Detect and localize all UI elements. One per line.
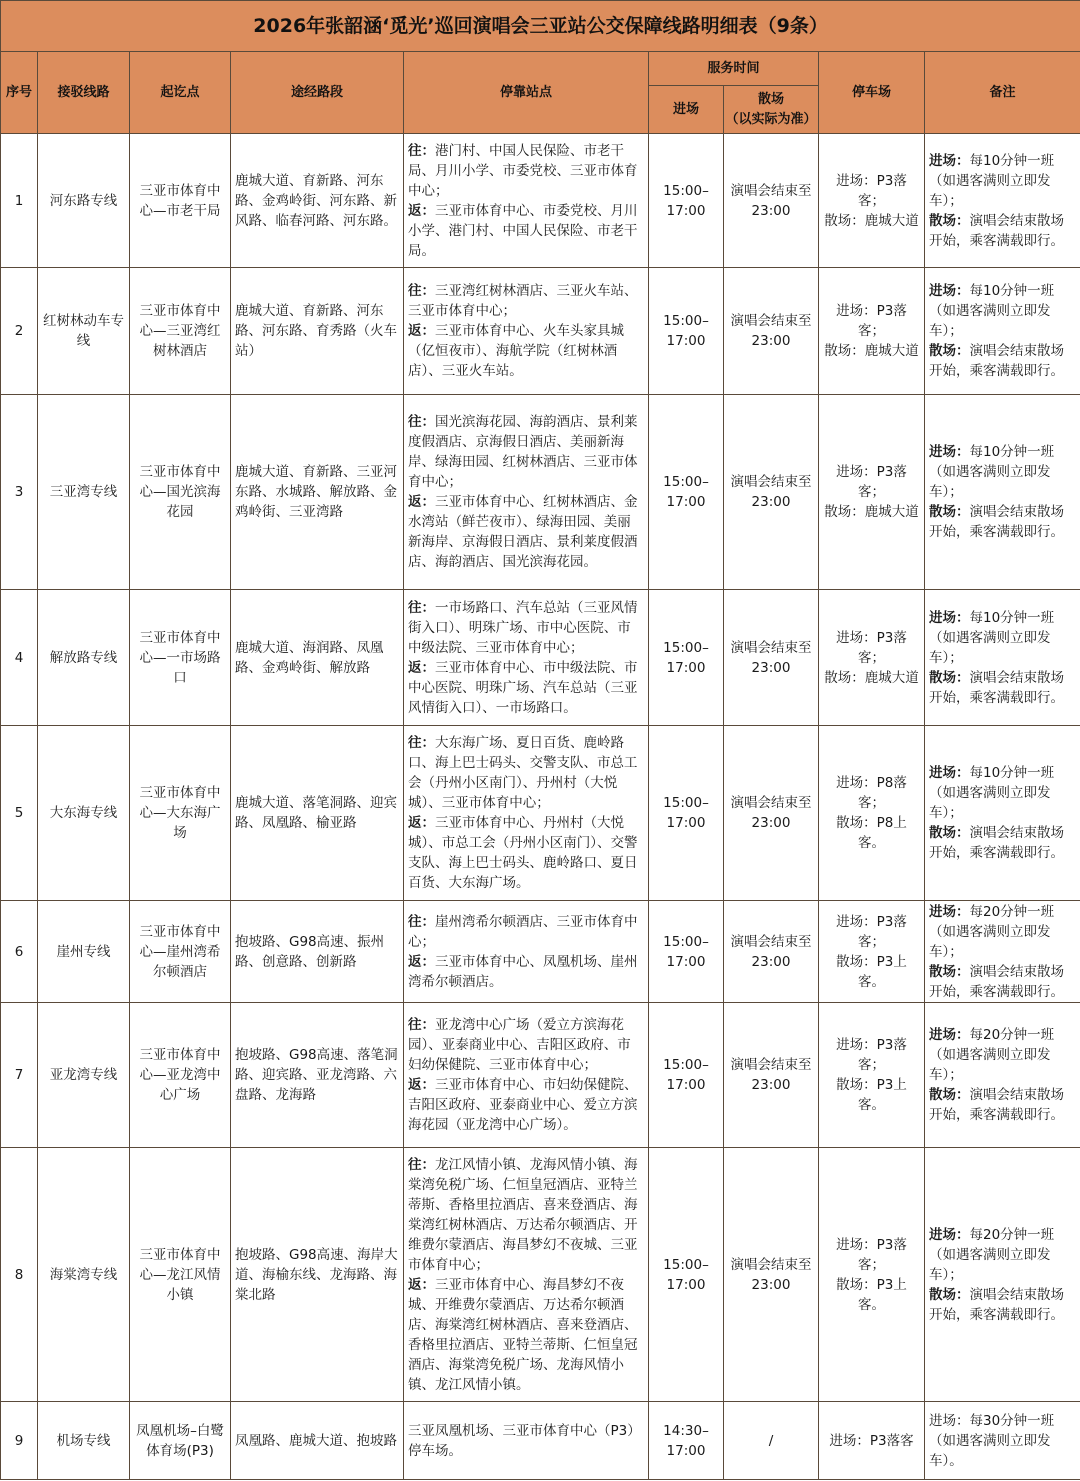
parking-in: 进场：P8落客； [836, 775, 907, 811]
remark-out-label: 散场： [929, 963, 970, 980]
remark-out-label: 散场： [929, 212, 970, 229]
go-stops: 三亚湾红树林酒店、三亚火车站、三亚市体育中心； [408, 283, 638, 319]
cell-index: 5 [1, 726, 38, 901]
go-stops: 港门村、中国人民保险、市老干局、月川小学、市委党校、三亚市体育中心； [408, 142, 638, 199]
parking-in: 进场：P3落客； [836, 172, 907, 209]
back-label: 返： [408, 1276, 435, 1293]
cell-endpoints: 三亚市体育中心—国光滨海花园 [130, 395, 231, 590]
cell-index: 9 [1, 1402, 38, 1480]
cell-endpoints: 三亚市体育中心—崖州湾希尔顿酒店 [130, 901, 231, 1003]
cell-endpoints: 三亚市体育中心—市老干局 [130, 134, 231, 268]
remark-out-label: 散场： [929, 669, 970, 686]
table-row [1, 726, 1080, 901]
go-label: 往： [408, 1156, 435, 1173]
cell-remarks [925, 268, 1080, 395]
cell-stops [404, 1148, 649, 1402]
go-stops: 亚龙湾中心广场（爱立方滨海花园）、亚泰商业中心、吉阳区政府、市妇幼保健院、三亚市体育中心； [408, 1017, 631, 1073]
cell-arrive: 15:00–17:00 [649, 590, 724, 726]
remark-out-label: 散场： [929, 343, 970, 359]
parking-in: 进场：P3落客； [836, 913, 907, 950]
header-index: 序号 [1, 52, 38, 134]
cell-roads: 凤凰路、鹿城大道、抱坡路 [231, 1402, 404, 1480]
cell-depart: 演唱会结束至23:00 [724, 1003, 819, 1148]
parking-out: 散场：鹿城大道 [824, 504, 919, 520]
remark-out-text: 演唱会结束散场开始，乘客满载即行。 [929, 669, 1064, 706]
back-stops: 三亚市体育中心、市妇幼保健院、吉阳区政府、亚泰商业中心、爱立方滨海花园（亚龙湾中心广场）。 [408, 1077, 638, 1133]
cell-route: 红树林动车专线 [38, 268, 130, 395]
cell-depart: 演唱会结束至23:00 [724, 395, 819, 590]
cell-index: 1 [1, 134, 38, 268]
cell-arrive: 14:30–17:00 [649, 1402, 724, 1480]
header-depart-note: （以实际为准） [725, 111, 817, 127]
cell-depart: 演唱会结束至23:00 [724, 134, 819, 268]
cell-stops [404, 395, 649, 590]
cell-remarks [925, 726, 1080, 901]
table-row [1, 1402, 1080, 1480]
cell-remarks [925, 1003, 1080, 1148]
parking-out: 散场：鹿城大道 [824, 343, 919, 359]
header-roads: 途经路段 [231, 52, 404, 134]
back-stops: 三亚市体育中心、火车头家具城（亿恒夜市）、海航学院（红树林酒店）、三亚火车站。 [408, 323, 624, 379]
go-label: 往： [408, 735, 435, 751]
back-label: 返： [408, 1077, 435, 1093]
cell-stops [404, 901, 649, 1003]
cell-roads: 鹿城大道、落笔洞路、迎宾路、凤凰路、榆亚路 [231, 726, 404, 901]
back-label: 返： [408, 323, 435, 339]
header-endpoints: 起讫点 [130, 52, 231, 134]
cell-parking [819, 1148, 925, 1402]
back-stops: 三亚市体育中心、市委党校、月川小学、港门村、中国人民保险、市老干局。 [408, 202, 638, 259]
cell-index: 7 [1, 1003, 38, 1148]
back-stops: 三亚市体育中心、红树林酒店、金水湾站（鲜芒夜市）、绿海田园、美丽新海岸、京海假日酒店、景利莱度假酒店、海韵酒店、国光滨海花园。 [408, 494, 638, 570]
remark-out-text: 演唱会结束散场开始，乘客满载即行。 [929, 212, 1064, 249]
go-stops: 国光滨海花园、海韵酒店、景利莱度假酒店、京海假日酒店、美丽新海岸、绿海田园、红树林酒店、三亚市体育中心； [408, 414, 638, 490]
table-row [1, 590, 1080, 726]
table-row [1, 1148, 1080, 1402]
cell-roads: 抱坡路、G98高速、落笔洞路、迎宾路、亚龙湾路、六盘路、龙海路 [231, 1003, 404, 1148]
cell-depart: 演唱会结束至23:00 [724, 1148, 819, 1402]
go-label: 往： [408, 414, 435, 430]
cell-roads: 鹿城大道、育新路、三亚河东路、水城路、解放路、金鸡岭街、三亚湾路 [231, 395, 404, 590]
cell-endpoints: 三亚市体育中心—一市场路口 [130, 590, 231, 726]
cell-roads: 鹿城大道、育新路、河东路、金鸡岭街、河东路、新风路、临春河路、河东路。 [231, 134, 404, 268]
cell-route: 河东路专线 [38, 134, 130, 268]
remark-in-label: 进场： [929, 283, 970, 299]
go-label: 往： [408, 913, 435, 930]
remark-out-text: 演唱会结束散场开始，乘客满载即行。 [929, 1087, 1064, 1123]
remark-out-label: 散场： [929, 504, 970, 520]
cell-stops [404, 268, 649, 395]
header-depart [724, 86, 819, 134]
cell-parking [819, 901, 925, 1003]
parking-out: 散场：P3上客。 [836, 953, 907, 990]
header-route: 接驳线路 [38, 52, 130, 134]
cell-depart: 演唱会结束至23:00 [724, 590, 819, 726]
remark-in-label: 进场： [929, 152, 970, 169]
cell-route: 三亚湾专线 [38, 395, 130, 590]
remark-out-label: 散场： [929, 1087, 970, 1103]
cell-roads: 鹿城大道、育新路、河东路、河东路、育秀路（火车站） [231, 268, 404, 395]
cell-parking [819, 395, 925, 590]
cell-arrive: 15:00–17:00 [649, 134, 724, 268]
remark-in-text: 每10分钟一班（如遇客满则立即发车）； [929, 283, 1055, 339]
cell-stops [404, 134, 649, 268]
cell-parking [819, 1003, 925, 1148]
back-label: 返： [408, 815, 435, 831]
parking-out: 散场：P3上客。 [836, 1276, 907, 1313]
parking-out: 散场：鹿城大道 [824, 669, 919, 686]
header-remarks: 备注 [925, 52, 1080, 134]
parking-in: 进场：P3落客； [836, 1236, 907, 1273]
cell-depart: 演唱会结束至23:00 [724, 901, 819, 1003]
cell-parking [819, 268, 925, 395]
cell-arrive: 15:00–17:00 [649, 395, 724, 590]
go-label: 往： [408, 283, 435, 299]
cell-depart: 演唱会结束至23:00 [724, 268, 819, 395]
cell-route: 解放路专线 [38, 590, 130, 726]
remark-in-text: 每20分钟一班（如遇客满则立即发车）； [929, 1027, 1055, 1083]
cell-arrive: 15:00–17:00 [649, 268, 724, 395]
parking-out: 散场：鹿城大道 [824, 212, 919, 229]
cell-endpoints: 三亚市体育中心—三亚湾红树林酒店 [130, 268, 231, 395]
cell-route: 机场专线 [38, 1402, 130, 1480]
back-stops: 三亚市体育中心、丹州村（大悦城）、市总工会（丹州小区南门）、交警支队、海上巴士码头、鹿岭路口、夏日百货、大东海广场。 [408, 815, 638, 891]
cell-remarks [925, 901, 1080, 1003]
remark-in-label: 进场： [929, 765, 970, 781]
back-stops: 三亚市体育中心、海昌梦幻不夜城、开维费尔蒙酒店、万达希尔顿酒店、海棠湾红树林酒店、喜来登酒店、香格里拉酒店、亚特兰蒂斯、仁恒皇冠酒店、海棠湾免税广场、龙海风情小镇、龙江风情小镇。 [408, 1276, 638, 1393]
remark-in-text: 每10分钟一班（如遇客满则立即发车）； [929, 765, 1055, 821]
remark-out-text: 演唱会结束散场开始，乘客满载即行。 [929, 1286, 1064, 1323]
cell-arrive: 15:00–17:00 [649, 1148, 724, 1402]
cell-index: 8 [1, 1148, 38, 1402]
table-row [1, 268, 1080, 395]
parking-in: 进场：P3落客； [836, 303, 907, 339]
back-stops: 三亚市体育中心、市中级法院、市中心医院、明珠广场、汽车总站（三亚风情街入口）、一市场路口。 [408, 659, 638, 716]
cell-roads: 抱坡路、G98高速、振州路、创意路、创新路 [231, 901, 404, 1003]
stops-text: 三亚凤凰机场、三亚市体育中心（P3）停车场。 [408, 1422, 641, 1459]
cell-endpoints: 凤凰机场–白鹭体育场(P3) [130, 1402, 231, 1480]
header-service-time: 服务时间 [649, 52, 819, 86]
remark-in-text: 每20分钟一班（如遇客满则立即发车）； [929, 903, 1055, 960]
cell-remarks [925, 395, 1080, 590]
cell-remarks [925, 134, 1080, 268]
cell-parking [819, 590, 925, 726]
cell-arrive: 15:00–17:00 [649, 1003, 724, 1148]
remark-out-label: 散场： [929, 825, 970, 841]
remark-in-text: 每10分钟一班（如遇客满则立即发车）； [929, 444, 1055, 500]
cell-roads: 鹿城大道、海润路、凤凰路、金鸡岭街、解放路 [231, 590, 404, 726]
parking-in: 进场：P3落客； [836, 464, 907, 500]
go-label: 往： [408, 599, 435, 616]
cell-depart: 演唱会结束至23:00 [724, 726, 819, 901]
cell-stops [404, 1402, 649, 1480]
header-parking: 停车场 [819, 52, 925, 134]
remark-out-label: 散场： [929, 1286, 970, 1303]
remark-in-label: 进场： [929, 609, 970, 626]
cell-route: 亚龙湾专线 [38, 1003, 130, 1148]
cell-remarks [925, 1402, 1080, 1480]
cell-route: 崖州专线 [38, 901, 130, 1003]
back-label: 返： [408, 659, 435, 676]
remark-out-text: 演唱会结束散场开始，乘客满载即行。 [929, 504, 1064, 540]
parking-out: 散场：P8上客。 [836, 815, 907, 851]
remark-in-label: 进场： [929, 444, 970, 460]
header-depart-label: 散场 [757, 91, 784, 107]
cell-stops [404, 726, 649, 901]
remark-out-text: 演唱会结束散场开始，乘客满载即行。 [929, 343, 1064, 379]
go-stops: 大东海广场、夏日百货、鹿岭路口、海上巴士码头、交警支队、市总工会（丹州小区南门）、丹州村（大悦城）、三亚市体育中心； [408, 735, 638, 811]
cell-endpoints: 三亚市体育中心—亚龙湾中心广场 [130, 1003, 231, 1148]
go-label: 往： [408, 1017, 435, 1033]
go-stops: 崖州湾希尔顿酒店、三亚市体育中心； [408, 913, 638, 950]
remark-in-text: 每20分钟一班（如遇客满则立即发车）； [929, 1226, 1055, 1283]
cell-route: 海棠湾专线 [38, 1148, 130, 1402]
cell-parking [819, 1402, 925, 1480]
cell-parking [819, 726, 925, 901]
table-row [1, 1003, 1080, 1148]
cell-endpoints: 三亚市体育中心—大东海广场 [130, 726, 231, 901]
remark-in-label: 进场： [929, 1226, 970, 1243]
parking-in: 进场：P3落客 [829, 1432, 914, 1449]
header-arrive: 进场 [649, 86, 724, 134]
cell-stops [404, 590, 649, 726]
back-label: 返： [408, 953, 435, 970]
table-row [1, 901, 1080, 1003]
cell-endpoints: 三亚市体育中心—龙江风情小镇 [130, 1148, 231, 1402]
back-label: 返： [408, 202, 435, 219]
table-row [1, 395, 1080, 590]
go-stops: 一市场路口、汽车总站（三亚风情街入口）、明珠广场、市中心医院、市中级法院、三亚市体育中心； [408, 599, 638, 656]
remark-in-text: 进场：每30分钟一班（如遇客满则立即发车）。 [929, 1412, 1055, 1469]
remark-in-label: 进场： [929, 903, 970, 920]
cell-stops [404, 1003, 649, 1148]
remark-out-text: 演唱会结束散场开始，乘客满载即行。 [929, 825, 1064, 861]
cell-index: 6 [1, 901, 38, 1003]
remark-in-text: 每10分钟一班（如遇客满则立即发车）； [929, 152, 1055, 209]
cell-arrive: 15:00–17:00 [649, 901, 724, 1003]
back-stops: 三亚市体育中心、凤凰机场、崖州湾希尔顿酒店。 [408, 953, 638, 990]
go-stops: 龙江风情小镇、龙海风情小镇、海棠湾免税广场、仁恒皇冠酒店、亚特兰蒂斯、香格里拉酒店、喜来登酒店、海棠湾红树林酒店、万达希尔顿酒店、开维费尔蒙酒店、海昌梦幻不夜城、三亚市体育中心； [408, 1156, 638, 1273]
remark-out-text: 演唱会结束散场开始，乘客满载即行。 [929, 963, 1064, 1000]
cell-remarks [925, 590, 1080, 726]
cell-roads: 抱坡路、G98高速、海岸大道、海榆东线、龙海路、海棠北路 [231, 1148, 404, 1402]
cell-index: 2 [1, 268, 38, 395]
back-label: 返： [408, 494, 435, 510]
remark-in-label: 进场： [929, 1027, 970, 1043]
cell-depart: / [724, 1402, 819, 1480]
parking-in: 进场：P3落客； [836, 629, 907, 666]
parking-out: 散场：P3上客。 [836, 1077, 907, 1113]
header-stops: 停靠站点 [404, 52, 649, 134]
parking-in: 进场：P3落客； [836, 1037, 907, 1073]
remark-in-text: 每10分钟一班（如遇客满则立即发车）； [929, 609, 1055, 666]
go-label: 往： [408, 142, 435, 159]
cell-route: 大东海专线 [38, 726, 130, 901]
table-row [1, 134, 1080, 268]
table-title: 2026年张韶涵‘觅光’巡回演唱会三亚站公交保障线路明细表（9条） [1, 1, 1080, 52]
cell-arrive: 15:00–17:00 [649, 726, 724, 901]
cell-index: 4 [1, 590, 38, 726]
cell-parking [819, 134, 925, 268]
cell-remarks [925, 1148, 1080, 1402]
cell-index: 3 [1, 395, 38, 590]
